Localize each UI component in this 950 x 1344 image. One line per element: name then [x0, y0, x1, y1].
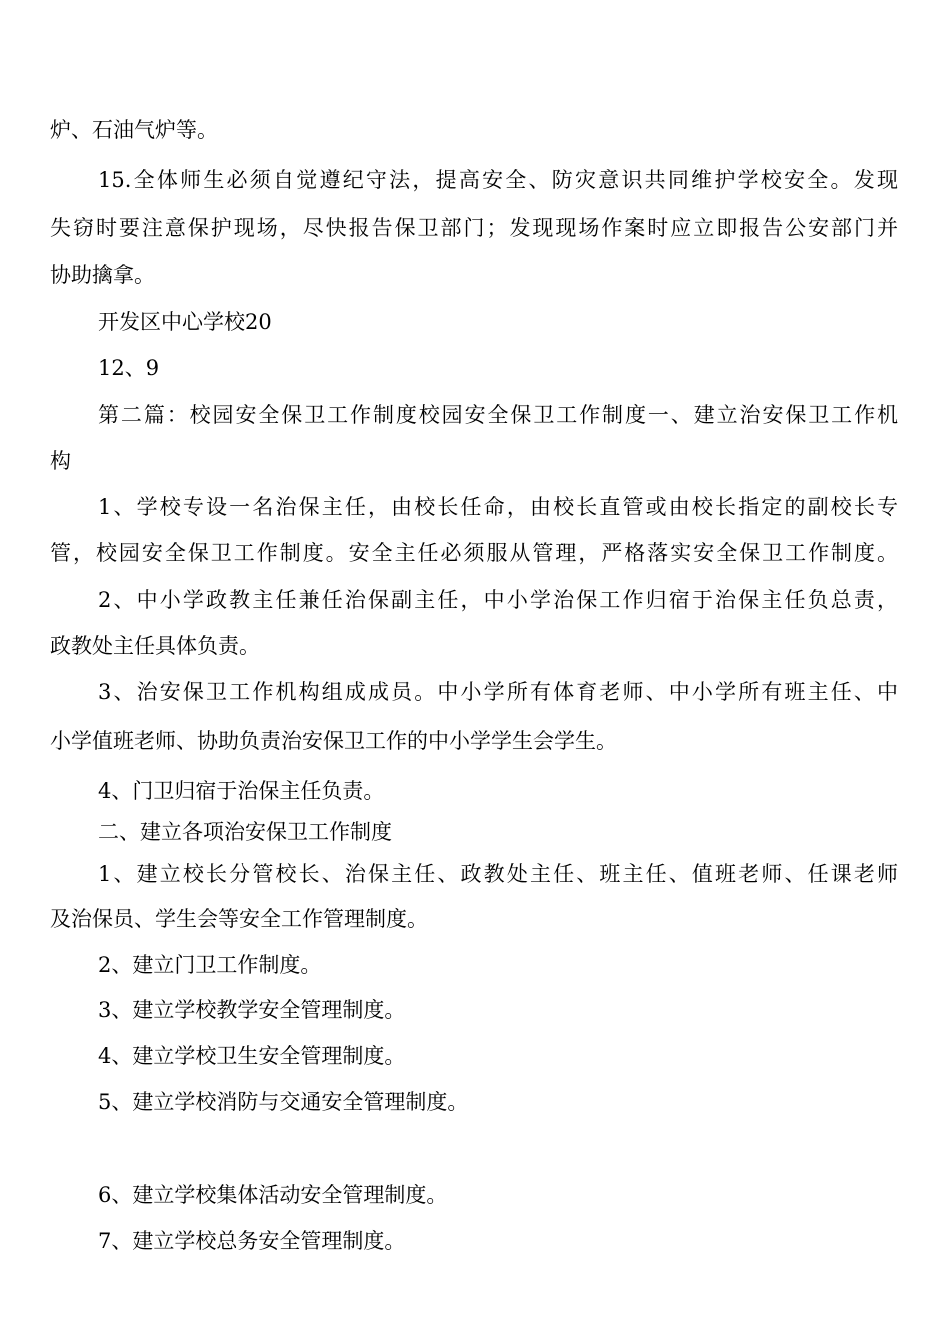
text-line: 6、建立学校集体活动安全管理制度。: [98, 1183, 448, 1207]
text-line: 2、建立门卫工作制度。: [98, 953, 322, 977]
text-line: 15.全体师生必须自觉遵纪守法，提高安全、防灾意识共同维护学校安全。发现: [98, 168, 898, 192]
text-line: 及治保员、学生会等安全工作管理制度。: [50, 907, 428, 931]
text-line: 协助擒拿。: [50, 263, 155, 287]
text-line: 小学值班老师、协助负责治安保卫工作的中小学学生会学生。: [50, 729, 617, 753]
text-line: 4、建立学校卫生安全管理制度。: [98, 1044, 406, 1068]
text-line: 1、建立校长分管校长、治保主任、政教处主任、班主任、值班老师、任课老师: [98, 862, 898, 886]
text-line: 构: [50, 449, 71, 473]
text-line: 5、建立学校消防与交通安全管理制度。: [98, 1090, 469, 1114]
text-line: 炉、石油气炉等。: [50, 118, 218, 142]
text-line: 1、学校专设一名治保主任，由校长任命，由校长直管或由校长指定的副校长专: [98, 495, 898, 519]
text-line: 失窃时要注意保护现场，尽快报告保卫部门；发现现场作案时应立即报告公安部门并: [50, 216, 898, 240]
text-line: 第二篇：校园安全保卫工作制度校园安全保卫工作制度一、建立治安保卫工作机: [98, 403, 898, 427]
text-line: 2、中小学政教主任兼任治保副主任，中小学治保工作归宿于治保主任负总责，: [98, 588, 898, 612]
text-line: 开发区中心学校20: [98, 310, 272, 334]
text-line: 4、门卫归宿于治保主任负责。: [98, 779, 385, 803]
text-line: 管，校园安全保卫工作制度。安全主任必须服从管理，严格落实安全保卫工作制度。: [50, 541, 898, 565]
text-line: 政教处主任具体负责。: [50, 634, 260, 658]
text-line: 3、治安保卫工作机构组成成员。中小学所有体育老师、中小学所有班主任、中: [98, 680, 898, 704]
text-line: 二、建立各项治安保卫工作制度: [98, 820, 392, 844]
text-line: 12、9: [98, 356, 160, 380]
text-line: 7、建立学校总务安全管理制度。: [98, 1229, 406, 1253]
text-line: 3、建立学校教学安全管理制度。: [98, 998, 406, 1022]
